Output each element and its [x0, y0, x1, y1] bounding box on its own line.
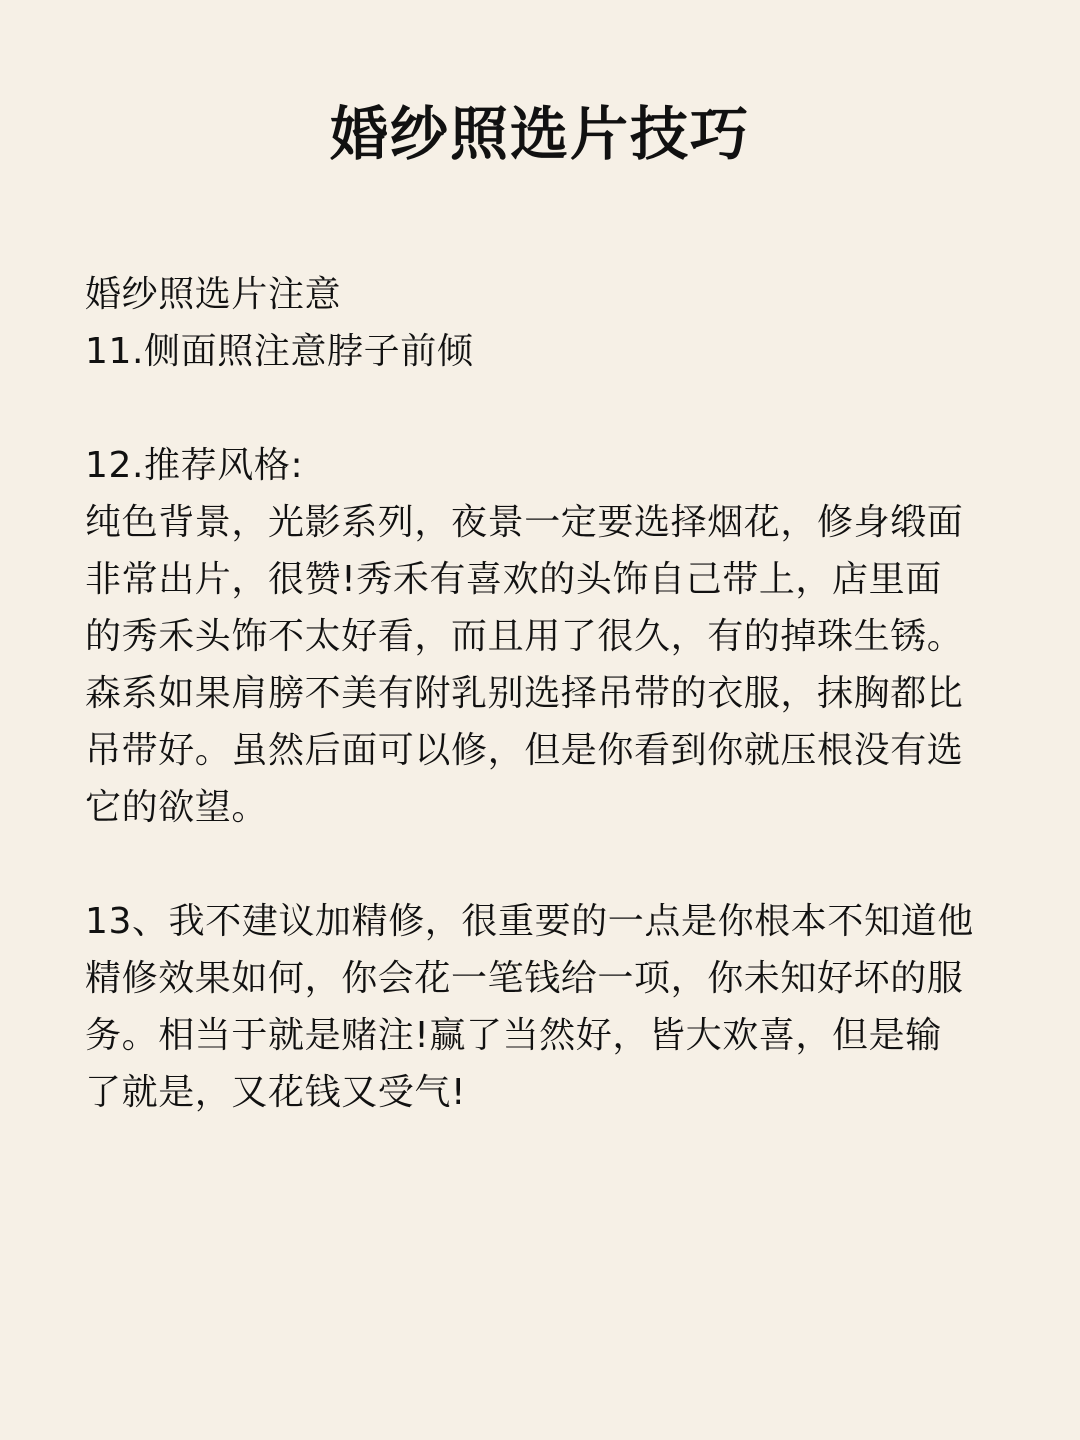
tip-13-line: 精修效果如何，你会花一笔钱给一项，你未知好坏的服: [85, 958, 964, 999]
tip-12-line: 吊带好。虽然后面可以修，但是你看到你就压根没有选: [85, 730, 964, 771]
tip-11: 11.侧面照注意脖子前倾: [85, 331, 474, 372]
tip-12-line: 非常出片，很赞!秀禾有喜欢的头饰自己带上，店里面: [85, 559, 942, 600]
paragraph-gap: [85, 380, 1005, 437]
article-body: [85, 266, 1005, 1121]
tip-13-line: 了就是，又花钱又受气!: [85, 1072, 467, 1113]
tip-12-line: 森系如果肩膀不美有附乳别选择吊带的衣服，抹胸都比: [85, 673, 964, 714]
tip-12-line: 纯色背景，光影系列，夜景一定要选择烟花，修身缎面: [85, 502, 964, 543]
tip-13-line: 13、我不建议加精修，很重要的一点是你根本不知道他: [85, 901, 974, 942]
page-title: 婚纱照选片技巧: [329, 100, 750, 168]
section-heading: 婚纱照选片注意: [85, 274, 342, 315]
tip-13-line: 务。相当于就是赌注!赢了当然好，皆大欢喜，但是输: [85, 1015, 942, 1056]
tip-12-heading: 12.推荐风格:: [85, 445, 304, 486]
tip-12-line: 的秀禾头饰不太好看，而且用了很久，有的掉珠生锈。: [85, 616, 964, 657]
tip-12-line: 它的欲望。: [85, 787, 269, 828]
paragraph-gap: [85, 836, 1005, 893]
